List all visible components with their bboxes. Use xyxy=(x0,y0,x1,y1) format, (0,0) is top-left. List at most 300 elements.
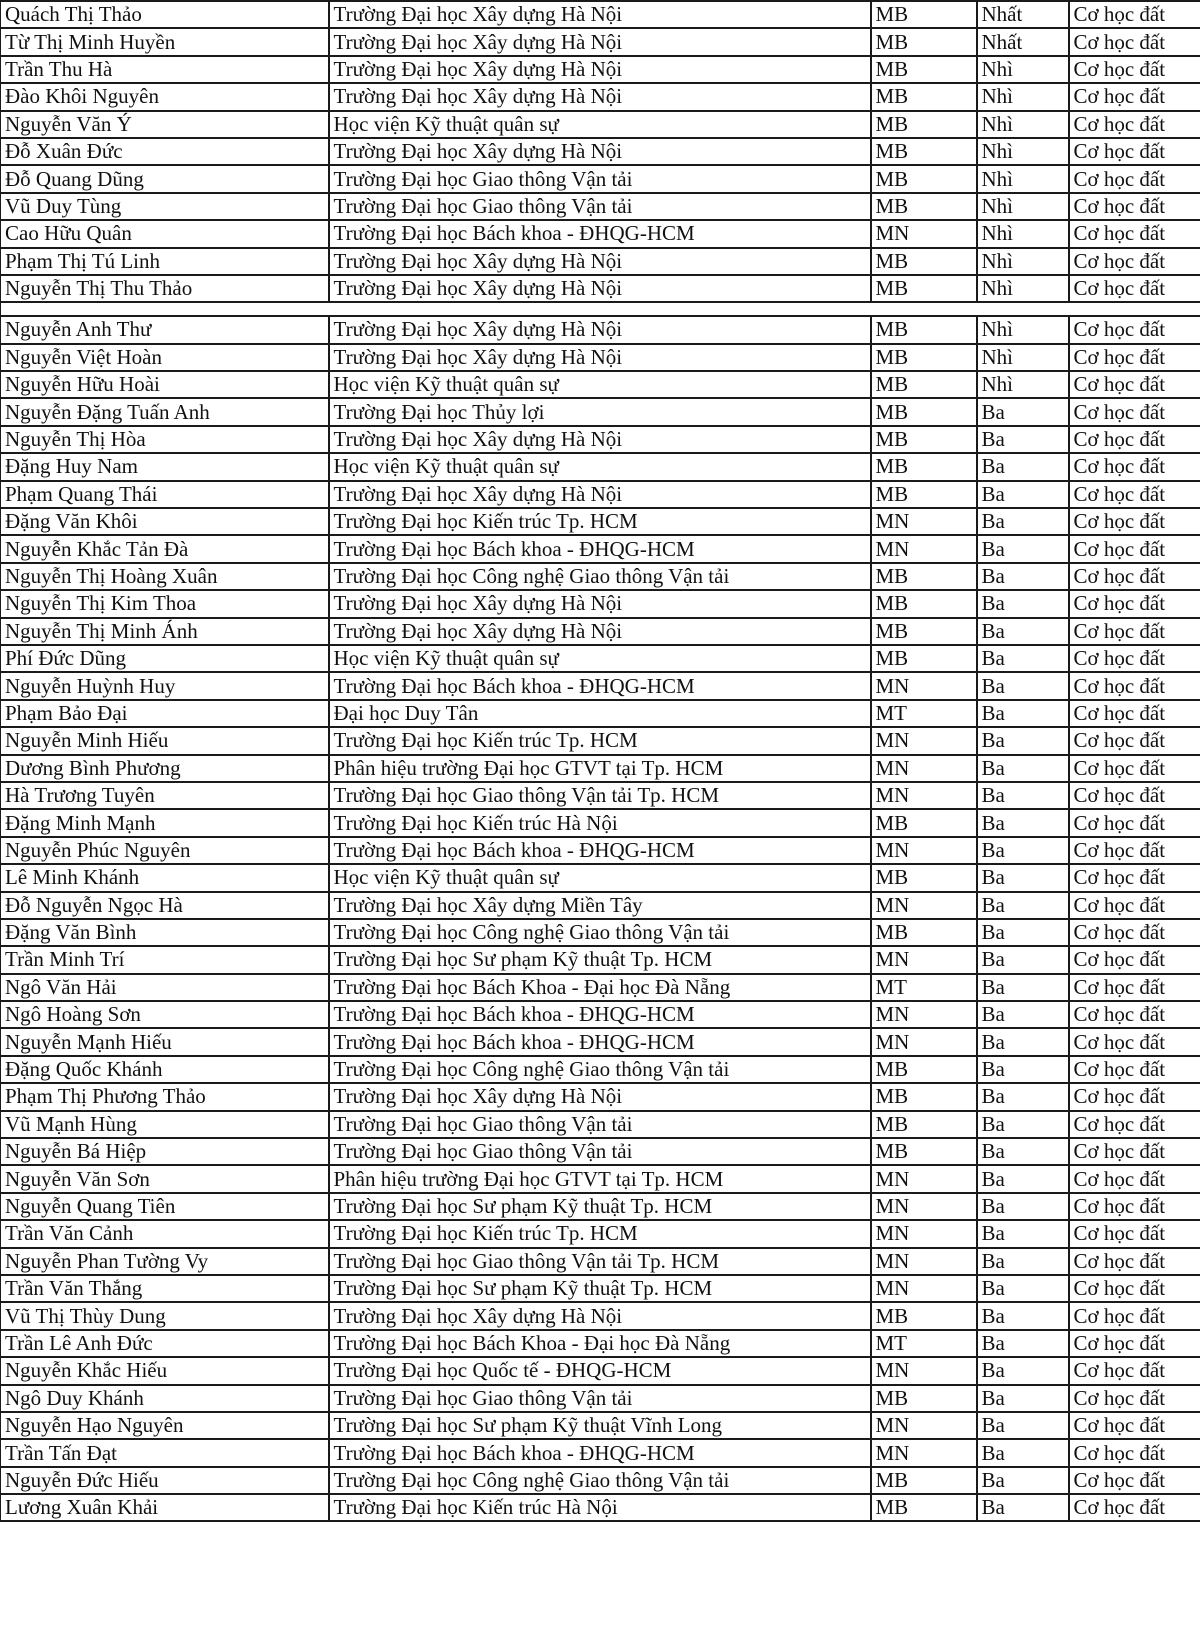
prize-cell: Ba xyxy=(977,974,1069,1001)
school-cell: Trường Đại học Xây dựng Miền Tây xyxy=(329,892,871,919)
prize-cell: Ba xyxy=(977,755,1069,782)
subject-cell: Cơ học đất xyxy=(1069,1001,1200,1028)
student-name-cell: Nguyễn Thị Hoàng Xuân xyxy=(1,563,329,590)
region-cell: MB xyxy=(871,83,977,110)
region-cell: MN xyxy=(871,1439,977,1466)
region-cell: MB xyxy=(871,1056,977,1083)
table-row xyxy=(1,1220,1200,1247)
table-row xyxy=(1,1494,1200,1521)
prize-cell: Nhì xyxy=(977,138,1069,165)
prize-cell: Ba xyxy=(977,1248,1069,1275)
student-name-cell: Nguyễn Thị Minh Ánh xyxy=(1,618,329,645)
table-row xyxy=(1,1,1200,28)
table-row xyxy=(1,248,1200,275)
prize-cell: Nhì xyxy=(977,248,1069,275)
student-name-cell: Nguyễn Minh Hiếu xyxy=(1,727,329,754)
student-name-cell: Nguyễn Văn Sơn xyxy=(1,1165,329,1192)
student-name-cell: Đặng Quốc Khánh xyxy=(1,1056,329,1083)
table-row xyxy=(1,165,1200,192)
table-row xyxy=(1,727,1200,754)
school-cell: Trường Đại học Kiến trúc Tp. HCM xyxy=(329,727,871,754)
table-row xyxy=(1,275,1200,302)
school-cell: Trường Đại học Sư phạm Kỹ thuật Tp. HCM xyxy=(329,1193,871,1220)
subject-cell: Cơ học đất xyxy=(1069,1275,1200,1302)
student-name-cell: Phạm Thị Tú Linh xyxy=(1,248,329,275)
region-cell: MN xyxy=(871,1357,977,1384)
prize-cell: Ba xyxy=(977,535,1069,562)
award-table-bottom-body xyxy=(1,316,1200,1521)
subject-cell: Cơ học đất xyxy=(1069,535,1200,562)
prize-cell: Ba xyxy=(977,672,1069,699)
table-row xyxy=(1,453,1200,480)
table-row xyxy=(1,645,1200,672)
table-row xyxy=(1,111,1200,138)
table-row xyxy=(1,563,1200,590)
region-cell: MB xyxy=(871,645,977,672)
table-row xyxy=(1,1111,1200,1138)
student-name-cell: Đỗ Nguyễn Ngọc Hà xyxy=(1,892,329,919)
school-cell: Trường Đại học Công nghệ Giao thông Vận tải xyxy=(329,563,871,590)
subject-cell: Cơ học đất xyxy=(1069,1,1200,28)
table-row xyxy=(1,672,1200,699)
subject-cell: Cơ học đất xyxy=(1069,727,1200,754)
prize-cell: Ba xyxy=(977,837,1069,864)
school-cell: Học viện Kỹ thuật quân sự xyxy=(329,371,871,398)
subject-cell: Cơ học đất xyxy=(1069,1083,1200,1110)
prize-cell: Nhì xyxy=(977,220,1069,247)
school-cell: Trường Đại học Xây dựng Hà Nội xyxy=(329,344,871,371)
prize-cell: Ba xyxy=(977,398,1069,425)
table-row xyxy=(1,481,1200,508)
table-row xyxy=(1,618,1200,645)
prize-cell: Ba xyxy=(977,508,1069,535)
school-cell: Trường Đại học Bách Khoa - Đại học Đà Nẵng xyxy=(329,974,871,1001)
student-name-cell: Nguyễn Việt Hoàn xyxy=(1,344,329,371)
prize-cell: Nhì xyxy=(977,56,1069,83)
student-name-cell: Ngô Duy Khánh xyxy=(1,1385,329,1412)
student-name-cell: Trần Văn Cảnh xyxy=(1,1220,329,1247)
table-row xyxy=(1,1028,1200,1055)
region-cell: MN xyxy=(871,1275,977,1302)
student-name-cell: Đặng Minh Mạnh xyxy=(1,809,329,836)
school-cell: Trường Đại học Xây dựng Hà Nội xyxy=(329,481,871,508)
subject-cell: Cơ học đất xyxy=(1069,919,1200,946)
region-cell: MN xyxy=(871,837,977,864)
school-cell: Trường Đại học Xây dựng Hà Nội xyxy=(329,56,871,83)
school-cell: Trường Đại học Thủy lợi xyxy=(329,398,871,425)
prize-cell: Ba xyxy=(977,1138,1069,1165)
table-row xyxy=(1,535,1200,562)
table-row xyxy=(1,1330,1200,1357)
subject-cell: Cơ học đất xyxy=(1069,371,1200,398)
student-name-cell: Trần Tấn Đạt xyxy=(1,1439,329,1466)
student-name-cell: Nguyễn Thị Hòa xyxy=(1,426,329,453)
school-cell: Trường Đại học Kiến trúc Tp. HCM xyxy=(329,508,871,535)
region-cell: MB xyxy=(871,28,977,55)
region-cell: MB xyxy=(871,453,977,480)
region-cell: MB xyxy=(871,919,977,946)
subject-cell: Cơ học đất xyxy=(1069,165,1200,192)
prize-cell: Ba xyxy=(977,1165,1069,1192)
subject-cell: Cơ học đất xyxy=(1069,892,1200,919)
region-cell: MB xyxy=(871,1302,977,1329)
student-name-cell: Phạm Bảo Đại xyxy=(1,700,329,727)
student-name-cell: Vũ Mạnh Hùng xyxy=(1,1111,329,1138)
table-row xyxy=(1,28,1200,55)
table-row xyxy=(1,1357,1200,1384)
table-row xyxy=(1,1385,1200,1412)
school-cell: Trường Đại học Giao thông Vận tải xyxy=(329,1385,871,1412)
student-name-cell: Lương Xuân Khải xyxy=(1,1494,329,1521)
school-cell: Trường Đại học Bách Khoa - Đại học Đà Nẵng xyxy=(329,1330,871,1357)
student-name-cell: Đặng Văn Khôi xyxy=(1,508,329,535)
subject-cell: Cơ học đất xyxy=(1069,193,1200,220)
table-row xyxy=(1,371,1200,398)
prize-cell: Ba xyxy=(977,426,1069,453)
school-cell: Trường Đại học Kiến trúc Hà Nội xyxy=(329,809,871,836)
region-cell: MB xyxy=(871,481,977,508)
table-row xyxy=(1,344,1200,371)
subject-cell: Cơ học đất xyxy=(1069,316,1200,343)
student-name-cell: Trần Văn Thắng xyxy=(1,1275,329,1302)
student-name-cell: Ngô Hoàng Sơn xyxy=(1,1001,329,1028)
subject-cell: Cơ học đất xyxy=(1069,56,1200,83)
table-row xyxy=(1,1248,1200,1275)
table-row xyxy=(1,398,1200,425)
student-name-cell: Phạm Quang Thái xyxy=(1,481,329,508)
subject-cell: Cơ học đất xyxy=(1069,1412,1200,1439)
prize-cell: Nhì xyxy=(977,83,1069,110)
region-cell: MN xyxy=(871,755,977,782)
region-cell: MB xyxy=(871,809,977,836)
school-cell: Học viện Kỹ thuật quân sự xyxy=(329,864,871,891)
school-cell: Trường Đại học Xây dựng Hà Nội xyxy=(329,426,871,453)
student-name-cell: Nguyễn Phan Tường Vy xyxy=(1,1248,329,1275)
table-row xyxy=(1,864,1200,891)
region-cell: MB xyxy=(871,111,977,138)
region-cell: MB xyxy=(871,563,977,590)
region-cell: MN xyxy=(871,672,977,699)
region-cell: MB xyxy=(871,344,977,371)
region-cell: MN xyxy=(871,782,977,809)
table-row xyxy=(1,1056,1200,1083)
region-cell: MB xyxy=(871,138,977,165)
school-cell: Trường Đại học Giao thông Vận tải xyxy=(329,165,871,192)
school-cell: Trường Đại học Bách khoa - ĐHQG-HCM xyxy=(329,1028,871,1055)
student-name-cell: Nguyễn Bá Hiệp xyxy=(1,1138,329,1165)
subject-cell: Cơ học đất xyxy=(1069,974,1200,1001)
school-cell: Trường Đại học Giao thông Vận tải xyxy=(329,1111,871,1138)
table-row xyxy=(1,56,1200,83)
prize-cell: Nhì xyxy=(977,371,1069,398)
region-cell: MB xyxy=(871,864,977,891)
subject-cell: Cơ học đất xyxy=(1069,864,1200,891)
table-row xyxy=(1,83,1200,110)
subject-cell: Cơ học đất xyxy=(1069,1056,1200,1083)
student-name-cell: Nguyễn Mạnh Hiếu xyxy=(1,1028,329,1055)
subject-cell: Cơ học đất xyxy=(1069,1220,1200,1247)
student-name-cell: Phí Đức Dũng xyxy=(1,645,329,672)
subject-cell: Cơ học đất xyxy=(1069,946,1200,973)
region-cell: MB xyxy=(871,56,977,83)
region-cell: MT xyxy=(871,1330,977,1357)
student-name-cell: Nguyễn Phúc Nguyên xyxy=(1,837,329,864)
region-cell: MN xyxy=(871,1028,977,1055)
prize-cell: Ba xyxy=(977,1357,1069,1384)
student-name-cell: Nguyễn Thị Thu Thảo xyxy=(1,275,329,302)
school-cell: Trường Đại học Giao thông Vận tải xyxy=(329,1138,871,1165)
region-cell: MB xyxy=(871,1111,977,1138)
prize-cell: Nhì xyxy=(977,193,1069,220)
school-cell: Trường Đại học Xây dựng Hà Nội xyxy=(329,1083,871,1110)
prize-cell: Ba xyxy=(977,618,1069,645)
subject-cell: Cơ học đất xyxy=(1069,508,1200,535)
prize-cell: Ba xyxy=(977,1467,1069,1494)
subject-cell: Cơ học đất xyxy=(1069,1330,1200,1357)
student-name-cell: Nguyễn Khắc Tản Đà xyxy=(1,535,329,562)
student-name-cell: Nguyễn Anh Thư xyxy=(1,316,329,343)
student-name-cell: Nguyễn Đức Hiếu xyxy=(1,1467,329,1494)
subject-cell: Cơ học đất xyxy=(1069,111,1200,138)
award-table-bottom xyxy=(0,315,1200,1522)
prize-cell: Ba xyxy=(977,1330,1069,1357)
student-name-cell: Nguyễn Hữu Hoài xyxy=(1,371,329,398)
region-cell: MB xyxy=(871,1385,977,1412)
table-row xyxy=(1,1412,1200,1439)
student-name-cell: Nguyễn Quang Tiên xyxy=(1,1193,329,1220)
prize-cell: Nhì xyxy=(977,344,1069,371)
prize-cell: Ba xyxy=(977,1385,1069,1412)
school-cell: Trường Đại học Giao thông Vận tải Tp. HCM xyxy=(329,782,871,809)
table-gap xyxy=(0,303,1200,315)
subject-cell: Cơ học đất xyxy=(1069,1357,1200,1384)
region-cell: MB xyxy=(871,248,977,275)
region-cell: MN xyxy=(871,1193,977,1220)
subject-cell: Cơ học đất xyxy=(1069,618,1200,645)
school-cell: Trường Đại học Bách khoa - ĐHQG-HCM xyxy=(329,220,871,247)
subject-cell: Cơ học đất xyxy=(1069,809,1200,836)
table-row xyxy=(1,755,1200,782)
prize-cell: Ba xyxy=(977,1028,1069,1055)
subject-cell: Cơ học đất xyxy=(1069,1111,1200,1138)
subject-cell: Cơ học đất xyxy=(1069,1302,1200,1329)
school-cell: Trường Đại học Sư phạm Kỹ thuật Vĩnh Long xyxy=(329,1412,871,1439)
school-cell: Trường Đại học Xây dựng Hà Nội xyxy=(329,83,871,110)
prize-cell: Ba xyxy=(977,1275,1069,1302)
prize-cell: Ba xyxy=(977,1001,1069,1028)
student-name-cell: Đào Khôi Nguyên xyxy=(1,83,329,110)
region-cell: MN xyxy=(871,220,977,247)
school-cell: Trường Đại học Quốc tế - ĐHQG-HCM xyxy=(329,1357,871,1384)
region-cell: MB xyxy=(871,398,977,425)
prize-cell: Ba xyxy=(977,727,1069,754)
region-cell: MN xyxy=(871,535,977,562)
school-cell: Trường Đại học Công nghệ Giao thông Vận tải xyxy=(329,1467,871,1494)
school-cell: Đại học Duy Tân xyxy=(329,700,871,727)
school-cell: Trường Đại học Xây dựng Hà Nội xyxy=(329,316,871,343)
student-name-cell: Nguyễn Đặng Tuấn Anh xyxy=(1,398,329,425)
student-name-cell: Hà Trương Tuyên xyxy=(1,782,329,809)
student-name-cell: Đặng Văn Bình xyxy=(1,919,329,946)
school-cell: Trường Đại học Xây dựng Hà Nội xyxy=(329,590,871,617)
student-name-cell: Trần Lê Anh Đức xyxy=(1,1330,329,1357)
student-name-cell: Quách Thị Thảo xyxy=(1,1,329,28)
subject-cell: Cơ học đất xyxy=(1069,220,1200,247)
table-row xyxy=(1,1439,1200,1466)
table-row xyxy=(1,892,1200,919)
prize-cell: Ba xyxy=(977,700,1069,727)
subject-cell: Cơ học đất xyxy=(1069,782,1200,809)
subject-cell: Cơ học đất xyxy=(1069,590,1200,617)
table-row xyxy=(1,809,1200,836)
subject-cell: Cơ học đất xyxy=(1069,1138,1200,1165)
subject-cell: Cơ học đất xyxy=(1069,1165,1200,1192)
region-cell: MT xyxy=(871,974,977,1001)
prize-cell: Ba xyxy=(977,864,1069,891)
region-cell: MB xyxy=(871,316,977,343)
school-cell: Trường Đại học Xây dựng Hà Nội xyxy=(329,275,871,302)
school-cell: Trường Đại học Công nghệ Giao thông Vận tải xyxy=(329,919,871,946)
region-cell: MB xyxy=(871,426,977,453)
prize-cell: Ba xyxy=(977,809,1069,836)
prize-cell: Ba xyxy=(977,1494,1069,1521)
school-cell: Trường Đại học Bách khoa - ĐHQG-HCM xyxy=(329,837,871,864)
school-cell: Trường Đại học Xây dựng Hà Nội xyxy=(329,248,871,275)
region-cell: MN xyxy=(871,727,977,754)
table-row xyxy=(1,946,1200,973)
table-row xyxy=(1,426,1200,453)
region-cell: MB xyxy=(871,1494,977,1521)
prize-cell: Nhì xyxy=(977,275,1069,302)
subject-cell: Cơ học đất xyxy=(1069,481,1200,508)
region-cell: MN xyxy=(871,1165,977,1192)
school-cell: Trường Đại học Bách khoa - ĐHQG-HCM xyxy=(329,535,871,562)
school-cell: Học viện Kỹ thuật quân sự xyxy=(329,453,871,480)
prize-cell: Ba xyxy=(977,563,1069,590)
student-name-cell: Nguyễn Hạo Nguyên xyxy=(1,1412,329,1439)
student-name-cell: Cao Hữu Quân xyxy=(1,220,329,247)
student-name-cell: Dương Bình Phương xyxy=(1,755,329,782)
prize-cell: Ba xyxy=(977,946,1069,973)
subject-cell: Cơ học đất xyxy=(1069,1467,1200,1494)
prize-cell: Ba xyxy=(977,782,1069,809)
school-cell: Trường Đại học Giao thông Vận tải Tp. HCM xyxy=(329,1248,871,1275)
table-row xyxy=(1,1165,1200,1192)
region-cell: MB xyxy=(871,618,977,645)
school-cell: Trường Đại học Kiến trúc Tp. HCM xyxy=(329,1220,871,1247)
subject-cell: Cơ học đất xyxy=(1069,426,1200,453)
school-cell: Trường Đại học Xây dựng Hà Nội xyxy=(329,618,871,645)
table-row xyxy=(1,837,1200,864)
school-cell: Học viện Kỹ thuật quân sự xyxy=(329,111,871,138)
table-row xyxy=(1,193,1200,220)
subject-cell: Cơ học đất xyxy=(1069,1248,1200,1275)
school-cell: Trường Đại học Xây dựng Hà Nội xyxy=(329,1,871,28)
prize-cell: Ba xyxy=(977,1302,1069,1329)
prize-cell: Ba xyxy=(977,453,1069,480)
school-cell: Học viện Kỹ thuật quân sự xyxy=(329,645,871,672)
region-cell: MB xyxy=(871,1138,977,1165)
school-cell: Trường Đại học Xây dựng Hà Nội xyxy=(329,138,871,165)
subject-cell: Cơ học đất xyxy=(1069,700,1200,727)
subject-cell: Cơ học đất xyxy=(1069,248,1200,275)
student-name-cell: Nguyễn Huỳnh Huy xyxy=(1,672,329,699)
award-table-top xyxy=(0,0,1200,303)
subject-cell: Cơ học đất xyxy=(1069,563,1200,590)
prize-cell: Ba xyxy=(977,645,1069,672)
prize-cell: Ba xyxy=(977,1083,1069,1110)
student-name-cell: Ngô Văn Hải xyxy=(1,974,329,1001)
region-cell: MB xyxy=(871,590,977,617)
subject-cell: Cơ học đất xyxy=(1069,344,1200,371)
student-name-cell: Đỗ Quang Dũng xyxy=(1,165,329,192)
table-row xyxy=(1,919,1200,946)
table-row xyxy=(1,1083,1200,1110)
student-name-cell: Vũ Duy Tùng xyxy=(1,193,329,220)
region-cell: MT xyxy=(871,700,977,727)
prize-cell: Ba xyxy=(977,1193,1069,1220)
prize-cell: Nhì xyxy=(977,316,1069,343)
subject-cell: Cơ học đất xyxy=(1069,275,1200,302)
region-cell: MB xyxy=(871,1,977,28)
table-row xyxy=(1,782,1200,809)
prize-cell: Ba xyxy=(977,481,1069,508)
prize-cell: Ba xyxy=(977,1220,1069,1247)
region-cell: MB xyxy=(871,371,977,398)
prize-cell: Ba xyxy=(977,590,1069,617)
school-cell: Trường Đại học Công nghệ Giao thông Vận tải xyxy=(329,1056,871,1083)
school-cell: Phân hiệu trường Đại học GTVT tại Tp. HCM xyxy=(329,755,871,782)
table-row xyxy=(1,974,1200,1001)
region-cell: MB xyxy=(871,165,977,192)
school-cell: Trường Đại học Bách khoa - ĐHQG-HCM xyxy=(329,1001,871,1028)
school-cell: Trường Đại học Giao thông Vận tải xyxy=(329,193,871,220)
table-row xyxy=(1,316,1200,343)
subject-cell: Cơ học đất xyxy=(1069,398,1200,425)
region-cell: MN xyxy=(871,892,977,919)
subject-cell: Cơ học đất xyxy=(1069,1494,1200,1521)
subject-cell: Cơ học đất xyxy=(1069,1193,1200,1220)
school-cell: Trường Đại học Kiến trúc Hà Nội xyxy=(329,1494,871,1521)
student-name-cell: Nguyễn Khắc Hiếu xyxy=(1,1357,329,1384)
table-row xyxy=(1,1467,1200,1494)
subject-cell: Cơ học đất xyxy=(1069,138,1200,165)
student-name-cell: Nguyễn Văn Ý xyxy=(1,111,329,138)
subject-cell: Cơ học đất xyxy=(1069,1439,1200,1466)
region-cell: MB xyxy=(871,275,977,302)
student-name-cell: Nguyễn Thị Kim Thoa xyxy=(1,590,329,617)
subject-cell: Cơ học đất xyxy=(1069,1385,1200,1412)
region-cell: MN xyxy=(871,946,977,973)
region-cell: MB xyxy=(871,1083,977,1110)
school-cell: Trường Đại học Bách khoa - ĐHQG-HCM xyxy=(329,1439,871,1466)
school-cell: Trường Đại học Sư phạm Kỹ thuật Tp. HCM xyxy=(329,946,871,973)
prize-cell: Ba xyxy=(977,1439,1069,1466)
subject-cell: Cơ học đất xyxy=(1069,755,1200,782)
school-cell: Trường Đại học Sư phạm Kỹ thuật Tp. HCM xyxy=(329,1275,871,1302)
prize-cell: Ba xyxy=(977,919,1069,946)
school-cell: Trường Đại học Xây dựng Hà Nội xyxy=(329,28,871,55)
prize-cell: Nhì xyxy=(977,111,1069,138)
student-name-cell: Vũ Thị Thùy Dung xyxy=(1,1302,329,1329)
region-cell: MN xyxy=(871,1001,977,1028)
region-cell: MB xyxy=(871,1467,977,1494)
student-name-cell: Đỗ Xuân Đức xyxy=(1,138,329,165)
prize-cell: Nhất xyxy=(977,1,1069,28)
subject-cell: Cơ học đất xyxy=(1069,453,1200,480)
subject-cell: Cơ học đất xyxy=(1069,83,1200,110)
student-name-cell: Lê Minh Khánh xyxy=(1,864,329,891)
